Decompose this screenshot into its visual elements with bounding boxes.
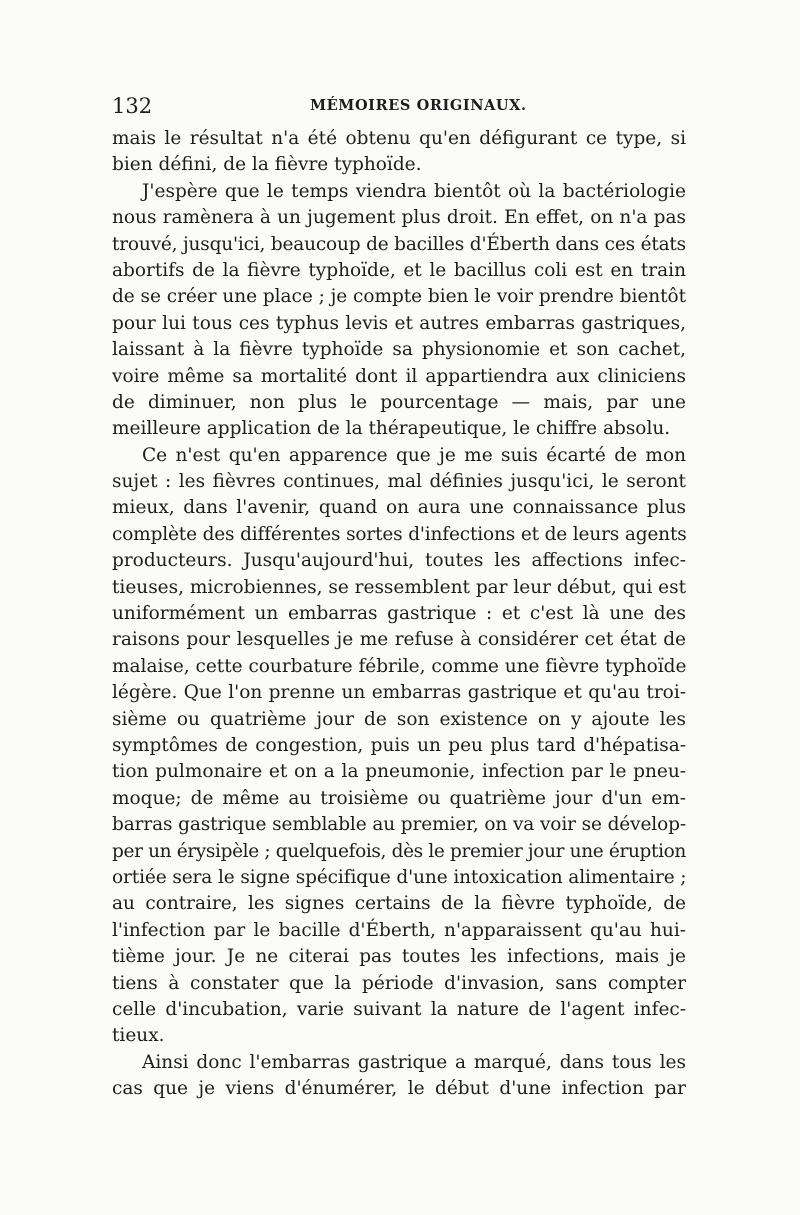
- text-line: tion pulmonaire et on a la pneumonie, infection par le pneu-: [112, 761, 686, 783]
- text-line: moque; de même au troisième ou quatrième jour d'un em-: [112, 787, 686, 809]
- page-text-block: [112, 86, 686, 1102]
- text-line: au contraire, les signes certains de la fièvre typhoïde, de: [112, 893, 686, 915]
- text-line: de se créer une place ; je compte bien le voir prendre bientôt: [112, 286, 686, 308]
- text-line: légère. Que l'on prenne un embarras gastrique et qu'au troi-: [112, 682, 686, 704]
- text-line: tieuses, microbiennes, se ressemblent par leur début, qui est: [112, 576, 686, 598]
- text-line: raisons pour lesquelles je me refuse à considérer cet état de: [112, 629, 686, 651]
- body-text: [112, 126, 686, 1102]
- text-line: celle d'incubation, varie suivant la nature de l'agent infec-: [112, 998, 686, 1020]
- text-line: tiens à constater que la période d'invasion, sans compter: [112, 972, 686, 994]
- text-line: laissant à la fièvre typhoïde sa physionomie et son cachet,: [112, 339, 686, 361]
- text-line: meilleure application de la thérapeutique, le chiffre absolu.: [112, 418, 671, 440]
- text-line: sième ou quatrième jour de son existence on y ajoute les: [112, 708, 686, 730]
- text-line: tieux.: [112, 1025, 165, 1047]
- text-line: per un érysipèle ; quelquefois, dès le premier jour une éruption: [112, 840, 686, 862]
- running-title: MÉMOIRES ORIGINAUX.: [310, 97, 527, 114]
- text-line: nous ramènera à un jugement plus droit. En effet, on n'a pas: [112, 207, 686, 229]
- text-line: mieux, dans l'avenir, quand on aura une connaissance plus: [112, 497, 686, 519]
- text-line: J'espère que le temps viendra bientôt où la bactériologie: [142, 180, 686, 202]
- text-line: uniformément un embarras gastrique : et c'est là une des: [112, 603, 686, 625]
- running-head: [112, 86, 686, 126]
- text-line: tième jour. Je ne citerai pas toutes les infections, mais je: [112, 946, 686, 968]
- text-line: bien défini, de la fièvre typhoïde.: [112, 154, 422, 176]
- text-line: symptômes de congestion, puis un peu plus tard d'hépatisa-: [112, 734, 686, 756]
- text-line: de diminuer, non plus le pourcentage — mais, par une: [112, 391, 686, 413]
- text-line: complète des différentes sortes d'infections et de leurs agents: [112, 523, 687, 545]
- text-line: Ce n'est qu'en apparence que je me suis écarté de mon: [142, 444, 686, 466]
- text-line: l'infection par le bacille d'Éberth, n'apparaissent qu'au hui-: [112, 919, 686, 941]
- text-line: abortifs de la fièvre typhoïde, et le bacillus coli est en train: [112, 259, 686, 281]
- text-line: producteurs. Jusqu'aujourd'hui, toutes les affections infec-: [112, 550, 686, 572]
- text-line: Ainsi donc l'embarras gastrique a marqué, dans tous les: [142, 1051, 686, 1073]
- text-line: malaise, cette courbature fébrile, comme une fièvre typhoïde: [112, 655, 687, 677]
- page-number: 132: [112, 94, 153, 118]
- text-line: pour lui tous ces typhus levis et autres embarras gastriques,: [112, 312, 686, 334]
- text-line: ortiée sera le signe spécifique d'une intoxication alimentaire ;: [112, 866, 687, 888]
- text-line: sujet : les fièvres continues, mal définies jusqu'ici, le seront: [112, 471, 686, 493]
- text-line: trouvé, jusqu'ici, beaucoup de bacilles d'Éberth dans ces états: [112, 233, 686, 255]
- text-line: barras gastrique semblable au premier, on va voir se dévelop-: [112, 814, 686, 836]
- text-line: voire même sa mortalité dont il appartiendra aux cliniciens: [112, 365, 686, 387]
- text-line: mais le résultat n'a été obtenu qu'en défigurant ce type, si: [112, 128, 686, 149]
- text-line: cas que je viens d'énumérer, le début d'une infection par: [112, 1078, 686, 1100]
